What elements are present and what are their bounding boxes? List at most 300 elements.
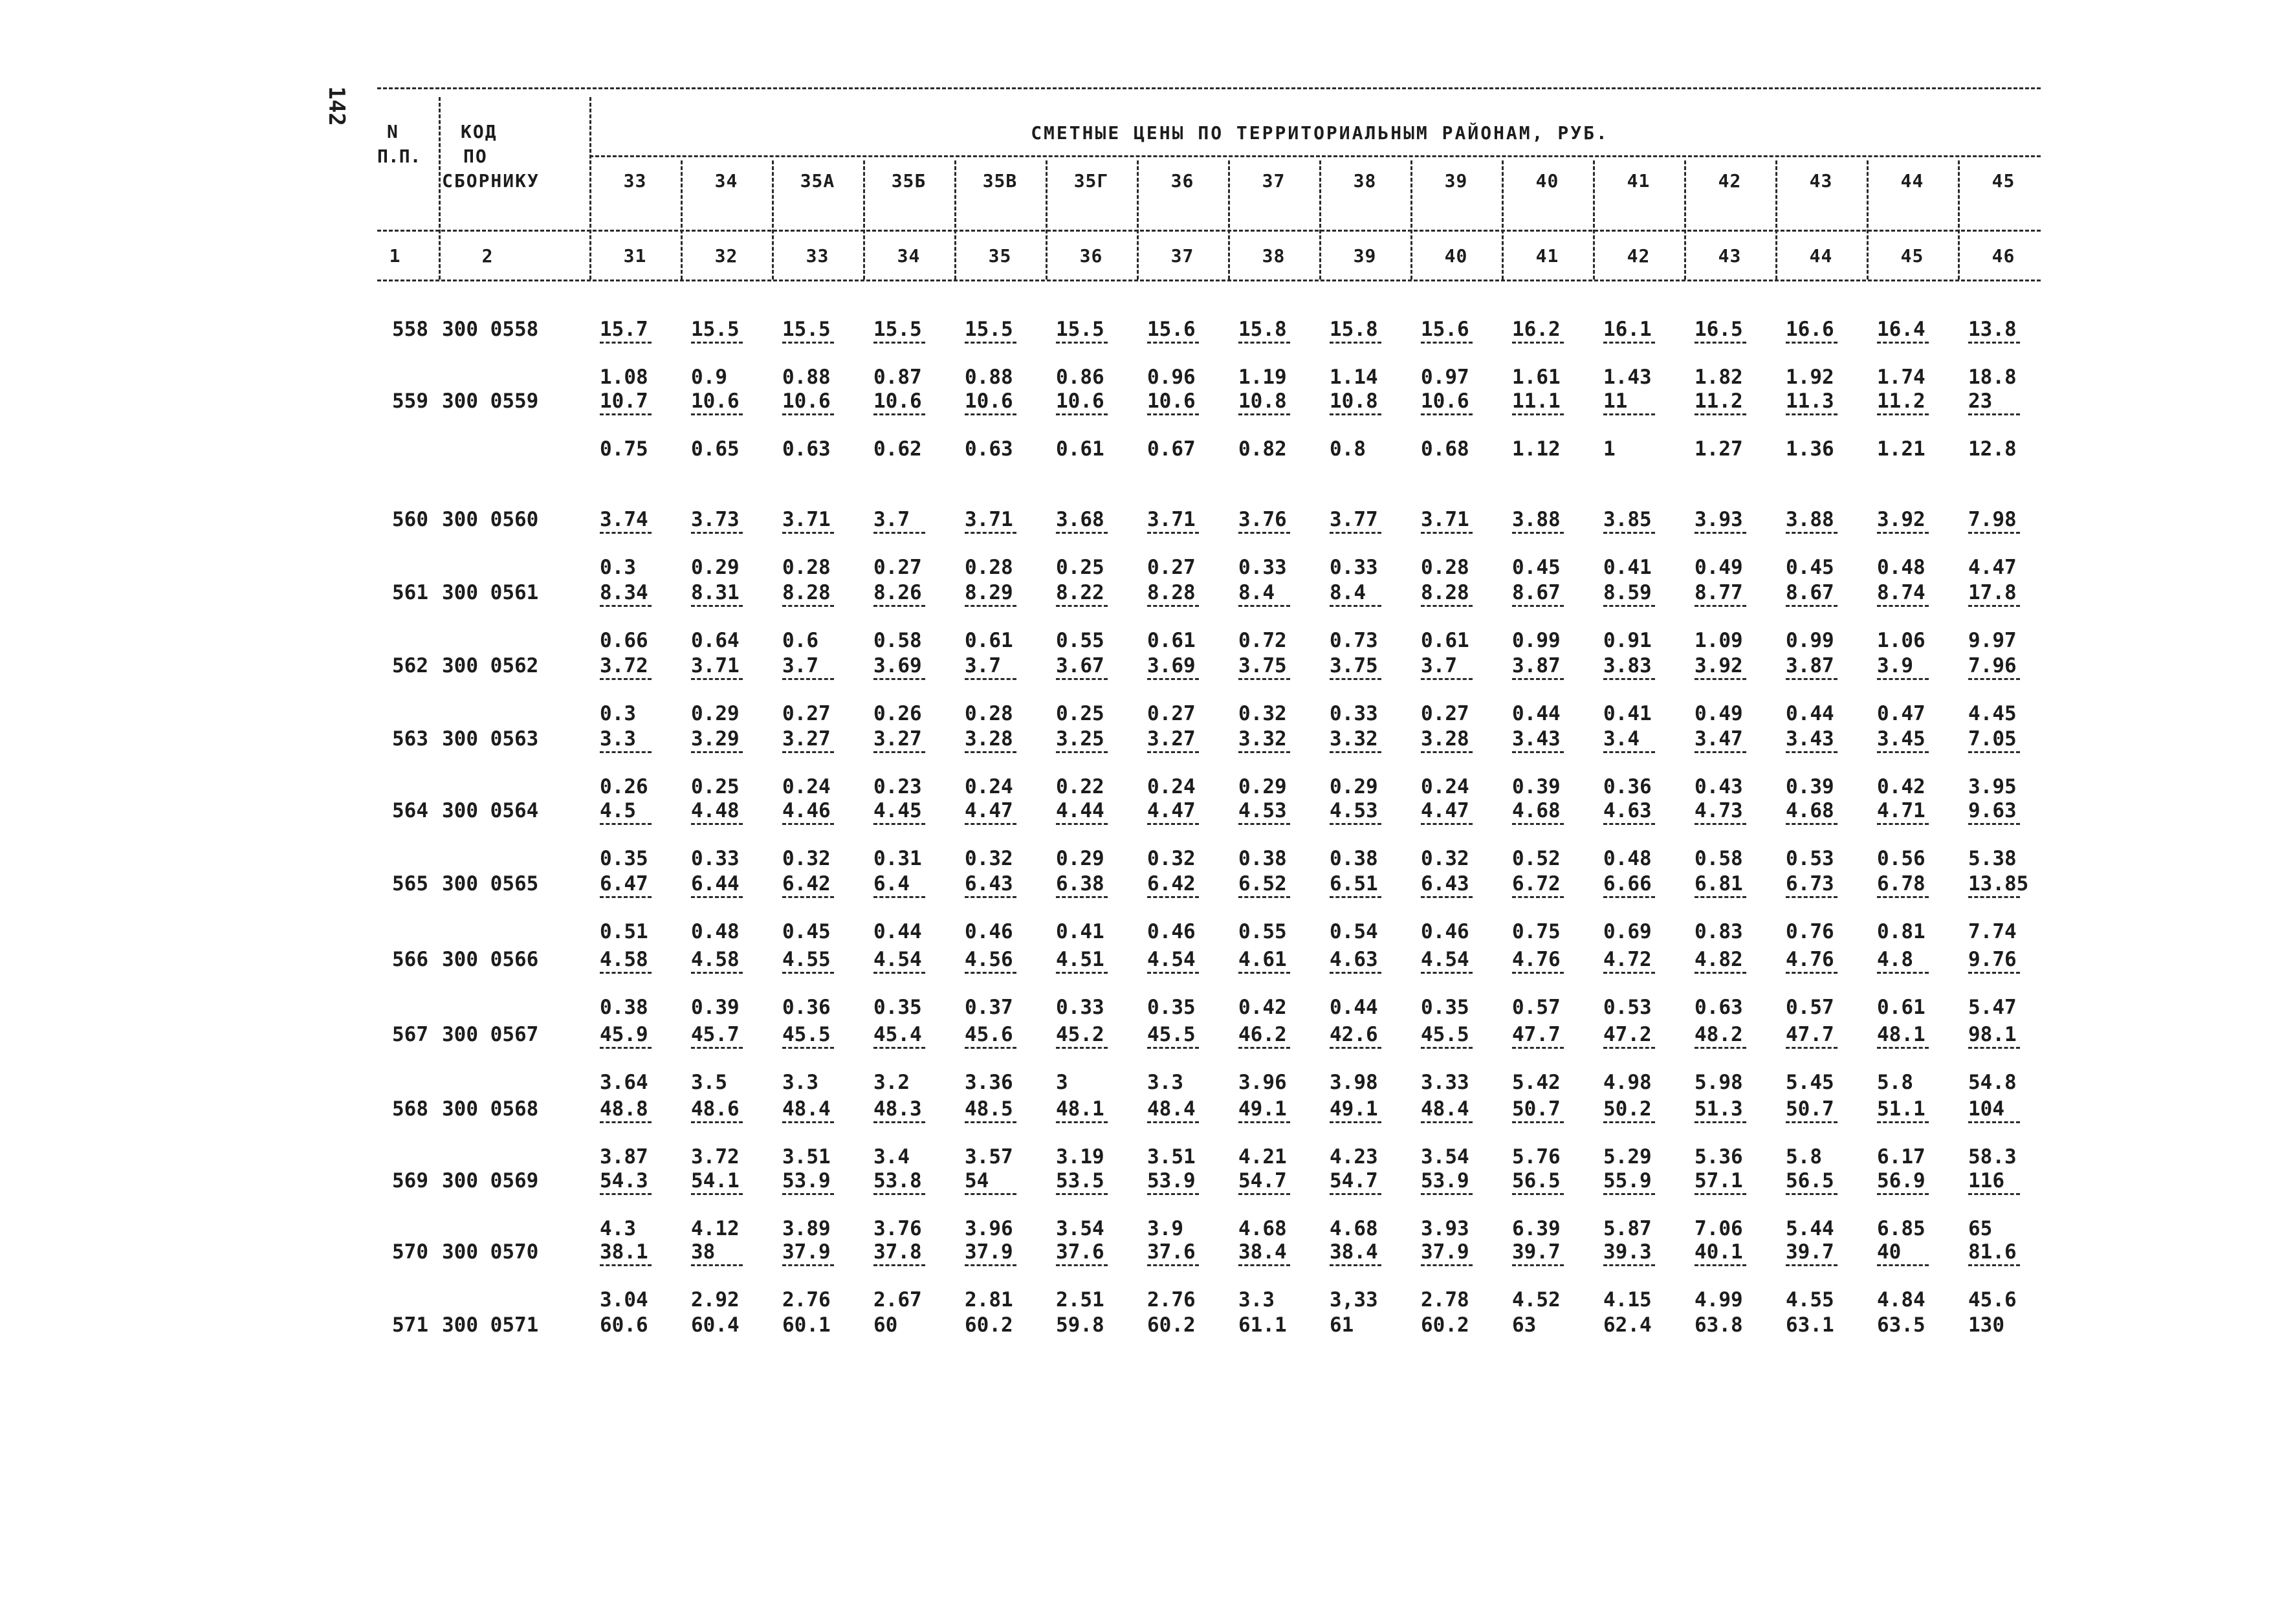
header-col-number-label: N — [387, 121, 399, 142]
fraction-rule — [600, 342, 652, 344]
price-fraction-value: 0.46 — [1421, 920, 1469, 943]
fraction-rule — [1786, 751, 1838, 753]
price-fraction-value: 3.57 — [965, 1145, 1013, 1169]
fraction-rule — [1330, 1193, 1381, 1195]
catalog-code: 300 0558 — [442, 318, 539, 341]
fraction-rule — [873, 896, 925, 898]
column-number: 39 — [1353, 245, 1377, 267]
fraction-rule — [600, 1047, 652, 1049]
price-value: 3.27 — [1147, 727, 1196, 751]
price-fraction-value: 3.72 — [691, 1145, 740, 1169]
price-value: 50.2 — [1603, 1097, 1652, 1121]
fraction-rule — [782, 342, 834, 344]
fraction-rule — [1968, 605, 2020, 607]
fraction-rule — [782, 1193, 834, 1195]
price-value: 3.43 — [1786, 727, 1834, 751]
price-fraction-value: 4.55 — [1786, 1288, 1834, 1311]
price-value: 6.38 — [1056, 872, 1104, 895]
price-fraction-value: 1.14 — [1330, 366, 1378, 389]
price-fraction-value: 5.47 — [1968, 996, 2017, 1019]
price-fraction-value: 0.28 — [965, 702, 1013, 725]
price-value: 3.28 — [1421, 727, 1469, 751]
price-fraction-value: 0.65 — [691, 437, 740, 461]
price-fraction-value: 0.49 — [1695, 556, 1743, 579]
price-fraction-value: 3.19 — [1056, 1145, 1104, 1169]
price-fraction-value: 3.64 — [600, 1071, 648, 1094]
fraction-rule — [1512, 1264, 1564, 1266]
price-value: 48.8 — [600, 1097, 648, 1121]
price-fraction-value: 6.85 — [1877, 1217, 1925, 1240]
fraction-rule — [691, 823, 743, 825]
fraction-rule — [873, 751, 925, 753]
price-fraction-value: 0.97 — [1421, 366, 1469, 389]
price-fraction-value: 0.61 — [965, 629, 1013, 652]
fraction-rule — [691, 413, 743, 415]
price-value: 63 — [1512, 1313, 1537, 1337]
district-header: 37 — [1262, 170, 1286, 192]
price-value: 116 — [1968, 1169, 2004, 1192]
fraction-rule — [965, 1121, 1016, 1123]
price-value: 8.67 — [1786, 581, 1834, 604]
fraction-rule — [1147, 896, 1199, 898]
price-fraction-value: 0.63 — [782, 437, 831, 461]
price-value: 8.59 — [1603, 581, 1652, 604]
fraction-rule — [1968, 678, 2020, 680]
price-fraction-value: 2.78 — [1421, 1288, 1469, 1311]
price-value: 104 — [1968, 1097, 2004, 1121]
fraction-rule — [1056, 1193, 1108, 1195]
fraction-rule — [1786, 532, 1838, 534]
price-value: 53.9 — [782, 1169, 831, 1192]
price-value: 3.27 — [782, 727, 831, 751]
fraction-rule — [1786, 972, 1838, 974]
fraction-rule — [1512, 1193, 1564, 1195]
fraction-rule — [1238, 342, 1290, 344]
fraction-rule — [1968, 413, 2020, 415]
header-top-rule — [377, 87, 2041, 89]
price-fraction-value: 0.25 — [691, 775, 740, 798]
price-fraction-value: 0.9 — [691, 366, 727, 389]
price-value: 4.82 — [1695, 948, 1743, 971]
price-fraction-value: 4.21 — [1238, 1145, 1287, 1169]
price-fraction-value: 0.39 — [691, 996, 740, 1019]
fraction-rule — [965, 1193, 1016, 1195]
header-mid-rule — [377, 230, 2041, 232]
fraction-rule — [1695, 1264, 1746, 1266]
price-value: 3.74 — [600, 508, 648, 531]
price-value: 17.8 — [1968, 581, 2017, 604]
fraction-rule — [1786, 413, 1838, 415]
price-header-title: СМЕТНЫЕ ЦЕНЫ ПО ТЕРРИТОРИАЛЬНЫМ РАЙОНАМ, РУБ. — [1031, 122, 1609, 144]
column-number: 45 — [1900, 245, 1924, 267]
price-value: 3.43 — [1512, 727, 1561, 751]
item-number: 561 — [392, 581, 428, 604]
fraction-rule — [1330, 1047, 1381, 1049]
catalog-code: 300 0570 — [442, 1240, 539, 1264]
fraction-rule — [1603, 896, 1655, 898]
price-value: 48.6 — [691, 1097, 740, 1121]
price-value: 3.73 — [691, 508, 740, 531]
price-value: 48.4 — [1147, 1097, 1196, 1121]
price-value: 3.75 — [1330, 654, 1378, 677]
fraction-rule — [1512, 678, 1564, 680]
price-fraction-value: 0.52 — [1512, 847, 1561, 870]
price-value: 3.4 — [1603, 727, 1640, 751]
price-fraction-value: 0.8 — [1330, 437, 1366, 461]
fraction-rule — [1421, 823, 1473, 825]
fraction-rule — [1786, 342, 1838, 344]
price-fraction-value: 5.44 — [1786, 1217, 1834, 1240]
price-value: 49.1 — [1330, 1097, 1378, 1121]
fraction-rule — [873, 823, 925, 825]
fraction-rule — [1330, 605, 1381, 607]
price-fraction-value: 0.75 — [1512, 920, 1561, 943]
price-value: 4.47 — [965, 799, 1013, 822]
price-value: 16.5 — [1695, 318, 1743, 341]
column-number: 35 — [988, 245, 1012, 267]
price-fraction-value: 5.42 — [1512, 1071, 1561, 1094]
price-value: 4.76 — [1512, 948, 1561, 971]
fraction-rule — [1695, 972, 1746, 974]
fraction-rule — [1421, 413, 1473, 415]
price-fraction-value: 65 — [1968, 1217, 1993, 1240]
fraction-rule — [691, 532, 743, 534]
price-value: 4.76 — [1786, 948, 1834, 971]
fraction-rule — [1968, 1193, 2020, 1195]
price-fraction-value: 0.29 — [691, 702, 740, 725]
price-fraction-value: 1 — [1603, 437, 1616, 461]
fraction-rule — [1421, 751, 1473, 753]
price-fraction-value: 0.33 — [1330, 556, 1378, 579]
price-fraction-value: 0.36 — [1603, 775, 1652, 798]
price-value: 3.71 — [782, 508, 831, 531]
price-fraction-value: 0.61 — [1421, 629, 1469, 652]
column-number: 43 — [1718, 245, 1742, 267]
fraction-rule — [1877, 678, 1929, 680]
price-fraction-value: 0.47 — [1877, 702, 1925, 725]
fraction-rule — [1968, 1264, 2020, 1266]
price-value: 54.7 — [1330, 1169, 1378, 1192]
price-fraction-value: 3.98 — [1330, 1071, 1378, 1094]
price-value: 60.2 — [1147, 1313, 1196, 1337]
price-fraction-value: 0.29 — [1330, 775, 1378, 798]
price-value: 8.31 — [691, 581, 740, 604]
price-fraction-value: 4.84 — [1877, 1288, 1925, 1311]
price-fraction-value: 2.92 — [691, 1288, 740, 1311]
fraction-rule — [1056, 1121, 1108, 1123]
price-value: 53.5 — [1056, 1169, 1104, 1192]
price-value: 47.7 — [1512, 1023, 1561, 1046]
district-header: 38 — [1353, 170, 1377, 192]
price-fraction-value: 0.26 — [873, 702, 922, 725]
fraction-rule — [1421, 1121, 1473, 1123]
fraction-rule — [965, 751, 1016, 753]
fraction-rule — [1603, 342, 1655, 344]
price-value: 45.2 — [1056, 1023, 1104, 1046]
price-fraction-value: 0.25 — [1056, 556, 1104, 579]
price-fraction-value: 1.92 — [1786, 366, 1834, 389]
price-fraction-value: 1.21 — [1877, 437, 1925, 461]
price-fraction-value: 0.36 — [782, 996, 831, 1019]
price-fraction-value: 0.44 — [1512, 702, 1561, 725]
price-value: 3.68 — [1056, 508, 1104, 531]
price-value: 7.05 — [1968, 727, 2017, 751]
price-fraction-value: 0.28 — [1421, 556, 1469, 579]
header-col-code-label: СБОРНИКУ — [442, 170, 540, 192]
price-value: 130 — [1968, 1313, 2004, 1337]
price-fraction-value: 0.57 — [1786, 996, 1834, 1019]
price-value: 4.51 — [1056, 948, 1104, 971]
fraction-rule — [1512, 605, 1564, 607]
fraction-rule — [1695, 1121, 1746, 1123]
price-fraction-value: 4.23 — [1330, 1145, 1378, 1169]
price-fraction-value: 0.29 — [1238, 775, 1287, 798]
price-fraction-value: 1.09 — [1695, 629, 1743, 652]
price-value: 47.2 — [1603, 1023, 1652, 1046]
price-value: 6.47 — [600, 872, 648, 895]
fraction-rule — [1147, 1193, 1199, 1195]
price-fraction-value: 5.45 — [1786, 1071, 1834, 1094]
price-value: 54.1 — [691, 1169, 740, 1192]
fraction-rule — [782, 972, 834, 974]
catalog-code: 300 0564 — [442, 799, 539, 822]
fraction-rule — [1421, 342, 1473, 344]
price-value: 15.8 — [1330, 318, 1378, 341]
price-fraction-value: 3 — [1056, 1071, 1068, 1094]
fraction-rule — [1786, 1121, 1838, 1123]
fraction-rule — [1877, 605, 1929, 607]
price-fraction-value: 2.81 — [965, 1288, 1013, 1311]
price-fraction-value: 0.28 — [965, 556, 1013, 579]
price-fraction-value: 3.51 — [1147, 1145, 1196, 1169]
fraction-rule — [1330, 972, 1381, 974]
price-fraction-value: 0.63 — [965, 437, 1013, 461]
price-value: 38.1 — [600, 1240, 648, 1264]
fraction-rule — [1695, 413, 1746, 415]
price-value: 81.6 — [1968, 1240, 2017, 1264]
fraction-rule — [1147, 413, 1199, 415]
fraction-rule — [782, 678, 834, 680]
price-value: 54 — [965, 1169, 989, 1192]
price-value: 10.8 — [1238, 390, 1287, 413]
price-fraction-value: 3.51 — [782, 1145, 831, 1169]
price-value: 3.87 — [1512, 654, 1561, 677]
price-value: 3.67 — [1056, 654, 1104, 677]
price-value: 54.3 — [600, 1169, 648, 1192]
price-value: 48.5 — [965, 1097, 1013, 1121]
price-fraction-value: 5.8 — [1786, 1145, 1822, 1169]
price-value: 39.7 — [1512, 1240, 1561, 1264]
price-fraction-value: 0.44 — [873, 920, 922, 943]
fraction-rule — [1330, 1121, 1381, 1123]
price-fraction-value: 0.3 — [600, 702, 636, 725]
price-value: 4.47 — [1147, 799, 1196, 822]
catalog-code: 300 0565 — [442, 872, 539, 895]
price-fraction-value: 0.33 — [1056, 996, 1104, 1019]
price-value: 16.4 — [1877, 318, 1925, 341]
fraction-rule — [1056, 1264, 1108, 1266]
price-value: 10.6 — [691, 390, 740, 413]
price-value: 53.9 — [1147, 1169, 1196, 1192]
price-value: 3.7 — [1421, 654, 1457, 677]
price-value: 45.5 — [782, 1023, 831, 1046]
fraction-rule — [1877, 1121, 1929, 1123]
price-fraction-value: 3.4 — [873, 1145, 910, 1169]
price-value: 59.8 — [1056, 1313, 1104, 1337]
price-value: 61.1 — [1238, 1313, 1287, 1337]
price-fraction-value: 6.39 — [1512, 1217, 1561, 1240]
price-value: 45.5 — [1147, 1023, 1196, 1046]
price-value: 6.43 — [1421, 872, 1469, 895]
price-fraction-value: 0.23 — [873, 775, 922, 798]
price-value: 13.85 — [1968, 872, 2029, 895]
price-fraction-value: 0.66 — [600, 629, 648, 652]
fraction-rule — [1421, 678, 1473, 680]
fraction-rule — [873, 342, 925, 344]
price-fraction-value: 0.38 — [1238, 847, 1287, 870]
fraction-rule — [1056, 413, 1108, 415]
fraction-rule — [1695, 823, 1746, 825]
catalog-code: 300 0563 — [442, 727, 539, 751]
price-fraction-value: 0.73 — [1330, 629, 1378, 652]
fraction-rule — [782, 605, 834, 607]
fraction-rule — [1968, 896, 2020, 898]
price-fraction-value: 0.44 — [1330, 996, 1378, 1019]
price-value: 3.45 — [1877, 727, 1925, 751]
fraction-rule — [1968, 532, 2020, 534]
price-fraction-value: 0.88 — [965, 366, 1013, 389]
fraction-rule — [691, 342, 743, 344]
fraction-rule — [1877, 1047, 1929, 1049]
item-number: 567 — [392, 1023, 428, 1046]
price-value: 3.71 — [1147, 508, 1196, 531]
price-fraction-value: 1.74 — [1877, 366, 1925, 389]
price-value: 56.5 — [1786, 1169, 1834, 1192]
price-fraction-value: 0.42 — [1877, 775, 1925, 798]
price-fraction-value: 0.27 — [1147, 556, 1196, 579]
price-value: 3.9 — [1877, 654, 1913, 677]
fraction-rule — [1512, 896, 1564, 898]
fraction-rule — [1147, 605, 1199, 607]
fraction-rule — [1603, 1264, 1655, 1266]
fraction-rule — [1238, 896, 1290, 898]
price-fraction-value: 0.87 — [873, 366, 922, 389]
fraction-rule — [1695, 605, 1746, 607]
price-fraction-value: 0.33 — [1238, 556, 1287, 579]
fraction-rule — [600, 751, 652, 753]
item-number: 560 — [392, 508, 428, 531]
price-value: 45.7 — [691, 1023, 740, 1046]
price-value: 11.2 — [1877, 390, 1925, 413]
district-header: 34 — [714, 170, 738, 192]
price-fraction-value: 0.58 — [1695, 847, 1743, 870]
fraction-rule — [1877, 972, 1929, 974]
price-value: 3.83 — [1603, 654, 1652, 677]
price-value: 11.1 — [1512, 390, 1561, 413]
fraction-rule — [1238, 532, 1290, 534]
price-fraction-value: 0.27 — [873, 556, 922, 579]
price-fraction-value: 3.36 — [965, 1071, 1013, 1094]
price-fraction-value: 4.98 — [1603, 1071, 1652, 1094]
price-fraction-value: 0.27 — [1147, 702, 1196, 725]
price-value: 7.96 — [1968, 654, 2017, 677]
item-number: 563 — [392, 727, 428, 751]
fraction-rule — [600, 972, 652, 974]
catalog-code: 300 0567 — [442, 1023, 539, 1046]
price-value: 11.3 — [1786, 390, 1834, 413]
price-value: 63.5 — [1877, 1313, 1925, 1337]
price-value: 40 — [1877, 1240, 1902, 1264]
item-number: 566 — [392, 948, 428, 971]
price-fraction-value: 4.45 — [1968, 702, 2017, 725]
price-fraction-value: 0.64 — [691, 629, 740, 652]
fraction-rule — [1695, 1047, 1746, 1049]
fraction-rule — [873, 972, 925, 974]
fraction-rule — [965, 342, 1016, 344]
price-value: 37.9 — [1421, 1240, 1469, 1264]
price-value: 8.28 — [1147, 581, 1196, 604]
fraction-rule — [1421, 1047, 1473, 1049]
price-value: 45.9 — [600, 1023, 648, 1046]
fraction-rule — [1056, 342, 1108, 344]
price-fraction-value: 0.99 — [1786, 629, 1834, 652]
price-value: 4.55 — [782, 948, 831, 971]
price-fraction-value: 0.67 — [1147, 437, 1196, 461]
price-fraction-value: 4.15 — [1603, 1288, 1652, 1311]
column-number: 1 — [389, 245, 401, 267]
fraction-rule — [965, 678, 1016, 680]
header-col-number-label: П.П. — [377, 146, 421, 167]
price-value: 3.32 — [1238, 727, 1287, 751]
fraction-rule — [1147, 1047, 1199, 1049]
price-fraction-value: 3.3 — [1238, 1288, 1275, 1311]
price-fraction-value: 0.57 — [1512, 996, 1561, 1019]
fraction-rule — [1695, 678, 1746, 680]
price-value: 98.1 — [1968, 1023, 2017, 1046]
catalog-code: 300 0560 — [442, 508, 539, 531]
price-fraction-value: 0.75 — [600, 437, 648, 461]
fraction-rule — [965, 823, 1016, 825]
fraction-rule — [1238, 1264, 1290, 1266]
price-fraction-value: 0.3 — [600, 556, 636, 579]
fraction-rule — [1330, 342, 1381, 344]
column-number: 2 — [481, 245, 494, 267]
price-fraction-value: 0.35 — [873, 996, 922, 1019]
item-number: 571 — [392, 1313, 428, 1337]
price-value: 48.4 — [1421, 1097, 1469, 1121]
price-value: 9.76 — [1968, 948, 2017, 971]
price-value: 8.28 — [782, 581, 831, 604]
fraction-rule — [1603, 413, 1655, 415]
price-value: 3.71 — [965, 508, 1013, 531]
price-value: 7.98 — [1968, 508, 2017, 531]
price-value: 8.22 — [1056, 581, 1104, 604]
price-value: 10.6 — [782, 390, 831, 413]
page-number: 142 — [324, 86, 349, 126]
price-value: 3.85 — [1603, 508, 1652, 531]
price-value: 3.27 — [873, 727, 922, 751]
price-value: 8.67 — [1512, 581, 1561, 604]
fraction-rule — [1147, 1121, 1199, 1123]
fraction-rule — [1603, 1193, 1655, 1195]
price-value: 10.6 — [1421, 390, 1469, 413]
price-value: 39.7 — [1786, 1240, 1834, 1264]
price-value: 38 — [691, 1240, 716, 1264]
price-value: 3.92 — [1695, 654, 1743, 677]
fraction-rule — [965, 1264, 1016, 1266]
price-value: 8.74 — [1877, 581, 1925, 604]
district-header: 35Г — [1073, 170, 1109, 192]
